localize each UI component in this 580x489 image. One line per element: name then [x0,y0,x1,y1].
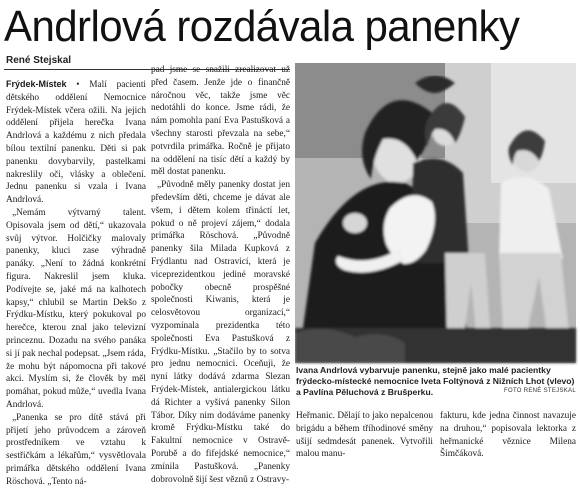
news-photo [295,63,576,363]
column-1-paragraph-2: „Nemám výtvarný talent. Opisovala jsem od dětí,“ ukazovala svůj výtvor. Holčičky malovaly panenky, kluci zase výhradně panáky. „Není to žádná konkrétní figura. Nakreslil jsem kluka. Podívejte se, jaké má na kalhotech kapsy,“ chlubil se Martin Dekšo z Frýdku-Místku, který pokukoval po herečce, kterou znal jako televizní princeznu. Dozadu na svého panáka si jí pak nechal podepsat. „Jsem ráda, že mohu být nápomocna při takové akci. Myslím si, že člověk by měl pomáhat, pokud může,“ uvedla Ivana Andrlová. [6,207,146,410]
column-1-lead [6,78,146,207]
column-1 [6,78,146,487]
dateline: Frýdek-Místek [6,79,67,89]
column-2-paragraph-1: pad jsme se snažili zrealizovat už před časem. Jenže jde o finančně náročnou věc, takže jsme věc nedotáhli do konce. Jsme rádi, že nám pomohla paní Eva Pastušková a všechny starosti převzala na sebe,“ potvrdila primářka. Ročně je přijato na oddělení na tisíc dětí a každý by měl dostat panenku. [151,65,290,178]
column-2-paragraph-2: „Původně měly panenky dostat jen především děti, chceme je dávat ale všem, i dětem kolem třináctí let, pokud o ně projeví zájem,“ dodala primářka Röschová. „Původně panenky šila Milada Kupková z Frýdlantu nad Ostravicí, která je viceprezidentkou jediné moravské pobočky obecně prospěšné společnosti Kiwanis, která je celosvětovou organizací,“ vyzpomínala prezidentka této společnosti Eva Pastušková z Frýdku-Místku. „Stačilo by to sotva pro jednu nemocnici. Oceňuji, že nyní látky dodává zdarma Slezan Frýdek-Místek, antialergickou látku dá Richter a vyšívá panenky Silon Tábor. Díky nim dodáváme panenky kromě Frýdku-Místku také do Fakultní nemocnice v Ostravě-Porubě a do fifejdské nemocnice,“ zmínila Pastušková. „Panenky dobrovolně šijí šest věznů z Ostravy- [151,180,290,485]
column-4 [440,410,576,472]
byline: René Stejskal [6,55,72,66]
lead-text: • Malí pacienti dětského oddělení Nemocnice Frýdek-Místek včera ožili. Na jejich oddělení přijela herečka Ivana Andrlová a každému z nich předala bílou textilní panenku. Děti si pak panenku dovybarvily, pastelkami nakreslily oči, vlásky a oblečení. Jednu panenku si vzala i Ivana Andrlová. [6,80,146,206]
column-3 [296,410,433,472]
column-2 [151,64,290,485]
photo-credit: FOTO RENÉ STEJSKAL [504,388,576,394]
headline: Andrlová rozdávala panenky [4,2,520,51]
photo-caption: Ivana Andrlová vybarvuje panenku, stejně jako malé pacientky frýdecko-místecké nemocnice Iveta Foltýnová z Nižních Lhot (vlevo) a Pavlína Pěluchová z Brušperku. [296,365,575,398]
column-1-paragraph-3: „Panenka se pro dítě stává při přijetí jeho průvodcem a zároveň prostředníkem ve vztahu k sestřičkám a lékařům,“ vysvětlovala primářka dětského oddělení Ivana Röschová. „Tento ná- [6,412,146,487]
column-4-paragraph: fakturu, kde jedna činnost navazuje na druhou,“ popisovala lektorka z heřmanické věznice Milena Šimčáková. [440,411,576,460]
column-3-paragraph: Heřmanic. Dělají to jako nepalcenou brigádu a během tříhodinové směny ušijí sedmdesát panenek. Vytvořili malou manu- [296,411,433,460]
photo-illustration [295,63,576,363]
